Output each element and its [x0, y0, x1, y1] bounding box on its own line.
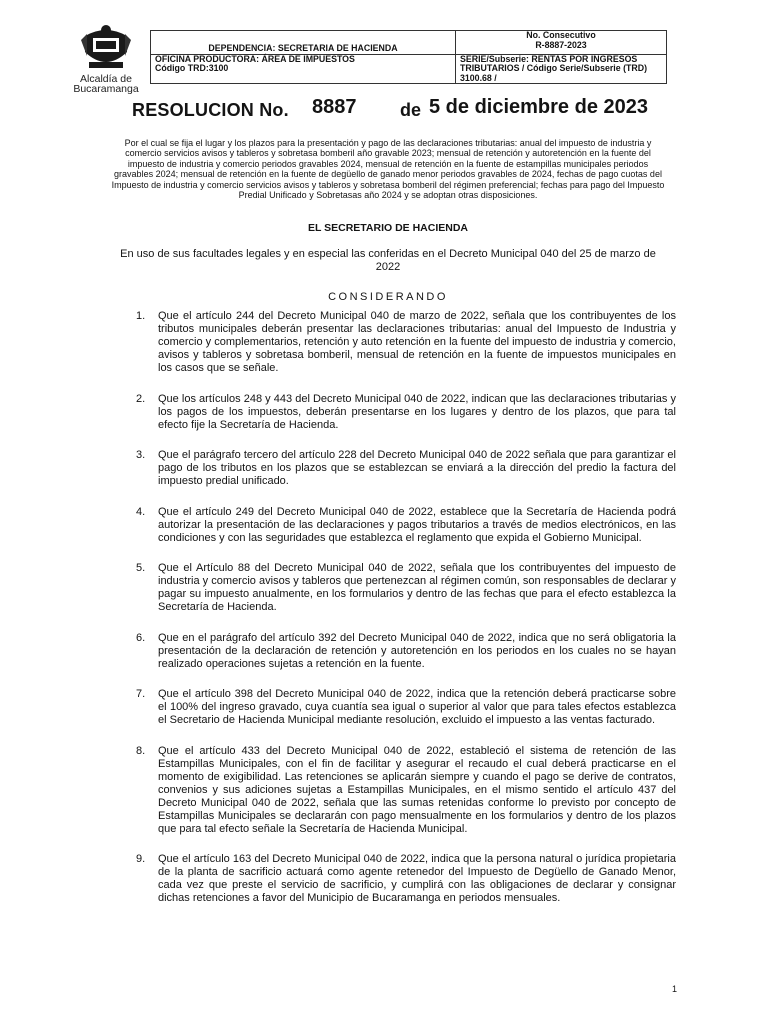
codigo-trd: Código TRD:3100 — [155, 63, 229, 73]
item-text: Que el artículo 398 del Decreto Municipal 040 de 2022, indica que la retención deberá practicarse sobre el 100% del ingreso gravado, cuya cuantía sea igual o superior al valor que para tales efectos establezca el Secretario de Hacienda Municipal mediante resolución, excluido el impuesto a las ventas facturado. — [158, 688, 676, 726]
list-item — [116, 745, 676, 836]
consecutivo-cell — [456, 31, 667, 55]
resolution-number: 8887 — [312, 96, 357, 118]
facultades-paragraph: En uso de sus facultades legales y en especial las conferidas en el Decreto Municipal 040 del 25 de marzo de 2022 — [120, 248, 656, 273]
resolution-title — [132, 94, 662, 124]
item-text: Que el artículo 244 del Decreto Municipal 040 de marzo de 2022, señala que los contribuyentes de los tributos municipales deberán presentar las declaraciones tributarias: anual del Impuesto de Industria y comercio y complementarios, retención y auto retención en la fuente del impuesto de industria y comercio, avisos y tableros y sobretasa bomberil, mensual de retención en la fuente de impuestos municipales en los casos que se señale. — [158, 310, 676, 374]
considerando-list — [116, 310, 676, 923]
secretario-heading: EL SECRETARIO DE HACIENDA — [307, 222, 469, 234]
list-item — [116, 310, 676, 375]
consecutivo-label: No. Consecutivo — [526, 30, 596, 40]
dependencia-cell: DEPENDENCIA: SECRETARIA DE HACIENDA — [151, 31, 456, 55]
list-item — [116, 688, 676, 727]
list-item — [116, 562, 676, 614]
item-number: 3. — [136, 449, 146, 461]
item-text: Que los artículos 248 y 443 del Decreto Municipal 040 de 2022, indican que las declaraciones tributarias y los pagos de los impuestos, deberán presentarse en los lugares y dentro de los plazos, que para tal efecto fije la Secretaría de Hacienda. — [158, 392, 676, 431]
consecutivo-value: R-8887-2023 — [535, 39, 587, 50]
oficina-cell — [151, 54, 456, 84]
item-number: 7. — [136, 688, 146, 700]
item-number: 2. — [136, 392, 146, 405]
resolution-label: RESOLUCION No. — [132, 100, 289, 120]
resolution-de: de — [400, 100, 422, 120]
list-item — [116, 449, 676, 488]
item-number: 4. — [136, 505, 146, 518]
document-header-table — [150, 30, 667, 84]
item-text: Que el artículo 249 del Decreto Municipal 040 de 2022, establece que la Secretaría de Hacienda podrá autorizar la presentación de las declaraciones y pagos tributarios a través de medios electrónicos, en las condiciones y con las seguridades que establezca el reglamento que expida el Gobierno Municipal. — [158, 505, 676, 544]
list-item — [116, 632, 676, 671]
considerando-heading: CONSIDERANDO — [328, 291, 448, 303]
item-text: Que el Artículo 88 del Decreto Municipal 040 de 2022, señala que los contribuyentes del impuesto de industria y comercio avisos y tableros que pertenezcan al régimen común, son responsables de declarar y pagar su impuesto anualmente, en los formularios y dentro de las fechas que para el efecto establezca la Secretaría de Hacienda. — [158, 562, 676, 613]
logo-text-line-2: Bucaramanga — [73, 83, 139, 95]
item-text: Que en el parágrafo del artículo 392 del Decreto Municipal 040 de 2022, indica que no será obligatoria la presentación de la declaración de retención y autoretención en los periodos en los cuales no se hayan realizado operaciones sujetas a retención en la fuente. — [158, 631, 676, 670]
resolution-summary: Por el cual se fija el lugar y los plazos para la presentación y pago de las declaraciones tributarias: anual del impuesto de industria y comercio servicios avisos y tableros y sobretasa bomberil año gravable 2023; mensual de retención y autoretención en la fuente del impuesto de industria y comercio periodos gravables 2024, mensual de retención en la fuente de estampillas municipales periodos gravables 2024; mensual de retención en la fuente de degüello de ganado menor periodos gravables de 2024, fechas de pago cuotas del Impuesto de industria y comercio servicios avisos y tableros y sobretasa bomberil del régimen preferencial; fechas para pago del Impuesto Predial Unificado y Sobretasas año 2024 y se adoptan otras disposiciones. — [111, 138, 665, 201]
item-text: Que el artículo 163 del Decreto Municipal 040 de 2022, indica que la persona natural o jurídica propietaria de la planta de sacrificio actuará como agente retenedor del Impuesto de Degüello de Ganado Menor, cada vez que preste el servicio de sacrificio, y cumplirá con las obligaciones de declarar y consignar dichas retenciones a favor del Municipio de Bucaramanga en periodos mensuales. — [158, 853, 676, 904]
alcaldia-logo — [70, 22, 142, 94]
item-number: 8. — [136, 744, 146, 757]
logo-text-line-1: Alcaldía de — [80, 73, 132, 85]
item-number: 9. — [136, 853, 146, 865]
page-number: 1 — [672, 984, 678, 994]
list-item — [116, 506, 676, 545]
list-item — [116, 393, 676, 432]
oficina-productora: OFICINA PRODUCTORA: ÁREA DE IMPUESTOS — [155, 53, 355, 64]
item-number: 5. — [136, 562, 146, 574]
item-text: Que el artículo 433 del Decreto Municipal 040 de 2022, estableció el sistema de retención de las Estampillas Municipales, con el fin de facilitar y asegurar el recaudo el cual deberá practicarse en el momento de exigibilidad. Las retenciones se aplicarán siempre y cuando el pago se derive de contratos, convenios y sus adiciones sujetas a Estampillas Municipales, en el mismo sentido el artículo 437 del Decreto Municipal 040 de 2022, señala que las sumas retenidas conforme lo previsto por concepto de Estampillas Municipales se declararán con pago mensualmente en los formularios y dentro de los plazos que para tal efecto señale la Secretaría de Hacienda Municipal. — [158, 744, 676, 835]
serie-cell: SERIE/Subserie: RENTAS POR INGRESOS TRIBUTARIOS / Código Serie/Subserie (TRD) 3100.68 / — [456, 54, 667, 84]
resolution-date: 5 de diciembre de 2023 — [429, 96, 649, 118]
list-item — [116, 853, 676, 905]
item-number: 6. — [136, 631, 146, 644]
item-text: Que el parágrafo tercero del artículo 228 del Decreto Municipal 040 de 2022 señala que para garantizar el pago de los tributos en los plazos que se establezcan se enviará a la dirección del predio la factura del impuesto predial unificado. — [158, 449, 676, 487]
item-number: 1. — [136, 310, 146, 322]
coat-of-arms-icon — [79, 22, 133, 74]
